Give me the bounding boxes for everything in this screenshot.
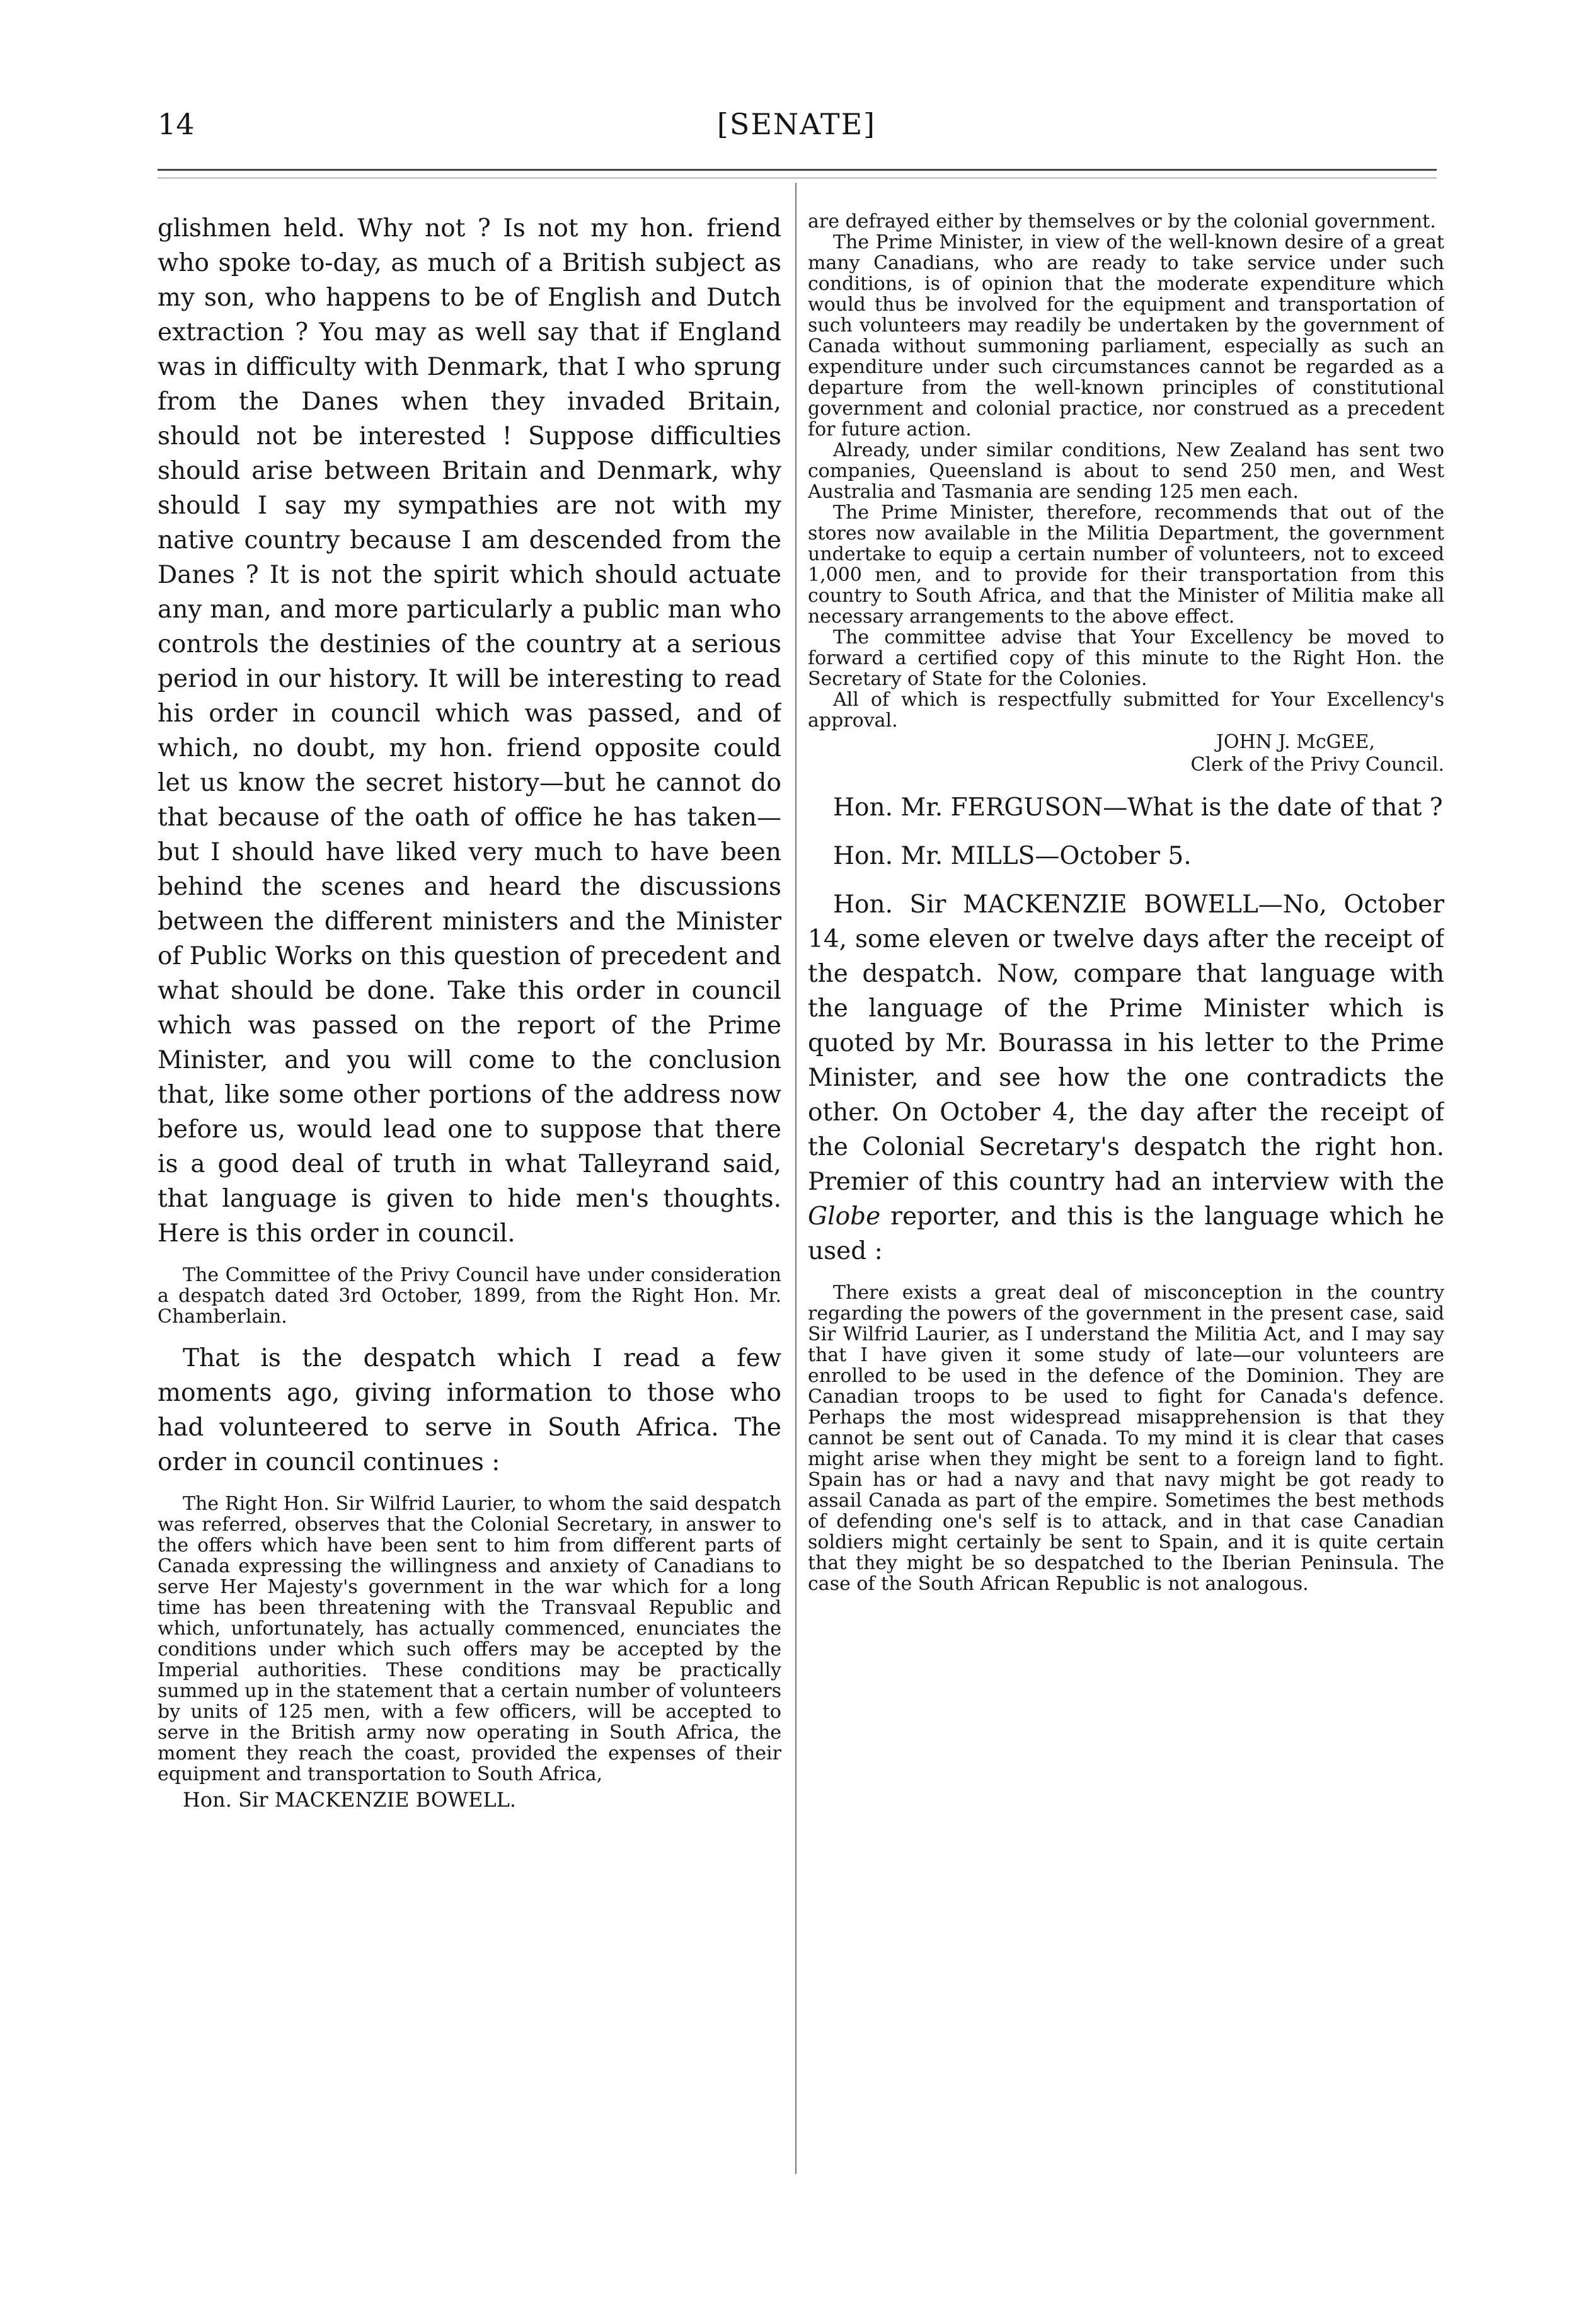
page-header (0, 95, 1593, 151)
signature-name: JOHN J. McGEE, (1216, 731, 1375, 753)
running-head: [SENATE] (716, 107, 877, 141)
quoted-order-in-council: are defrayed either by themselves or by the colonial government. (808, 211, 1436, 233)
quoted-interview: There exists a great deal of misconception in the country regarding the powers of the government in the present case, said Sir Wilfrid Laurier, as I understand the Militia Act, and I may say that I have given it some study of late—our volunteers are enrolled to be used in the defence of the Dominion. They are Canadian troops to be used to fight for Canada's defence. Perhaps the most widespread misapprehension is that they cannot be sent out of Canada. To my mind it is clear that cases might arise when they might be sent to a foreign land to fight. Spain has or had a navy and that navy might be got ready to assail Canada as part of the empire. Sometimes the best methods of defending one's self is to attack, and in that case Canadian soldiers might certainly be sent to Spain, and it is quite certain that they might be so despatched to the Iberian Peninsula. The case of the South African Republic is not analogous. (808, 1282, 1444, 1595)
quoted-order-in-council: The committee advise that Your Excellency be moved to forward a certified copy of this minute to the Right Hon. the Secretary of State for the Colonies. (808, 626, 1444, 690)
speech-paragraph: glishmen held. Why not ? Is not my hon. friend who spoke to-day, as much of a British subject as my son, who happens to be of English and Dutch extraction ? You may as well say that if England was in difficulty with Denmark, that I who sprung from the Danes when they invaded Britain, should not be interested ! Suppose difficulties should arise between Britain and Denmark, why should I say my sympathies are not with my native country because I am descended from the Danes ? It is not the spirit which should actuate any man, and more particularly a public man who controls the destinies of the country at a serious period in our history. It will be interesting to read his order in council which was passed, and of which, no doubt, my hon. friend opposite could let us know the secret history—but he cannot do that because of the oath of office he has taken—but I should have liked very much to have been behind the scenes and heard the discussions between the different ministers and the Minister of Public Works on this question of precedent and what should be done. Take this order in council which was passed on the report of the Prime Minister, and you will come to the conclusion that, like some other portions of the address now before us, would lead one to suppose that there is a good deal of truth in what Talleyrand said, that language is given to hide men's thoughts. Here is this order in council. (158, 214, 781, 1248)
speech-paragraph: That is the despatch which I read a few moments ago, giving information to those who had volunteered to serve in South Africa. The order in council continues : (158, 1344, 781, 1476)
dialogue-text: reporter, and this is the language which he used : (808, 1202, 1444, 1265)
left-column (158, 211, 781, 2171)
dialogue-paragraph: Hon. Mr. MILLS—October 5. (833, 842, 1192, 870)
signature-title: Clerk of the Privy Council. (1190, 754, 1444, 776)
dialogue-paragraph (808, 887, 1444, 1268)
dialogue-text: Hon. Sir MACKENZIE BOWELL—No, October 14, some eleven or twelve days after the receipt of the despatch. Now, compare that language with the language of the Prime Minister which is quoted by Mr. Bourassa in his letter to the Prime Minister, and see how the one contradicts the other. On October 4, the day after the receipt of the Colonial Secretary's despatch the right hon. Premier of this country had an interview with the (808, 890, 1444, 1196)
right-column (808, 211, 1444, 2171)
quoted-order-in-council: Already, under similar conditions, New Zealand has sent two companies, Queensland is about to send 250 men, and West Australia and Tasmania are sending 125 men each. (808, 439, 1444, 503)
quoted-order-in-council: The Prime Minister, therefore, recommends that out of the stores now available in the Militia Department, the government undertake to equip a certain number of volunteers, not to exceed 1,000 men, and to provide for their transportation from this country to South Africa, and that the Minister of Militia make all necessary arrangements to the above effect. (808, 502, 1444, 628)
speaker-name: Hon. Sir MACKENZIE BOWELL. (183, 1788, 517, 1812)
quoted-order-in-council: All of which is respectfully submitted for Your Excellency's approval. (808, 689, 1444, 732)
newspaper-name: Globe (808, 1202, 881, 1231)
header-rule (158, 169, 1437, 171)
column-divider (795, 183, 796, 2174)
quoted-order-in-council: The Committee of the Privy Council have under consideration a despatch dated 3rd October, 1899, from the Right Hon. Mr. Chamberlain. (158, 1264, 781, 1328)
quoted-order-in-council: The Right Hon. Sir Wilfrid Laurier, to whom the said despatch was referred, observes that the Colonial Secretary, in answer to the offers which have been sent to him from different parts of Canada expressing the willingness and anxiety of Canadians to serve Her Majesty's government in the war which for a long time has been threatening with the Transvaal Republic and which, unfortunately, has actually commenced, enunciates the conditions under which such offers may be accepted by the Imperial authorities. These conditions may be practically summed up in the statement that a certain number of volunteers by units of 125 men, with a few officers, will be accepted to serve in the British army now operating in South Africa, the moment they reach the coast, provided the expenses of their equipment and transportation to South Africa, (158, 1493, 781, 1785)
quoted-order-in-council: The Prime Minister, in view of the well-known desire of a great many Canadians, who are ready to take service under such conditions, is of opinion that the moderate expenditure which would thus be involved for the equipment and transportation of such volunteers may readily be undertaken by the government of Canada without summoning parliament, especially as such an expenditure under such circumstances cannot be regarded as a departure from the well-known principles of constitutional government and colonial practice, nor construed as a precedent for future action. (808, 231, 1444, 440)
dialogue-paragraph: Hon. Mr. FERGUSON—What is the date of that ? (833, 793, 1443, 822)
page-number: 14 (158, 107, 195, 141)
